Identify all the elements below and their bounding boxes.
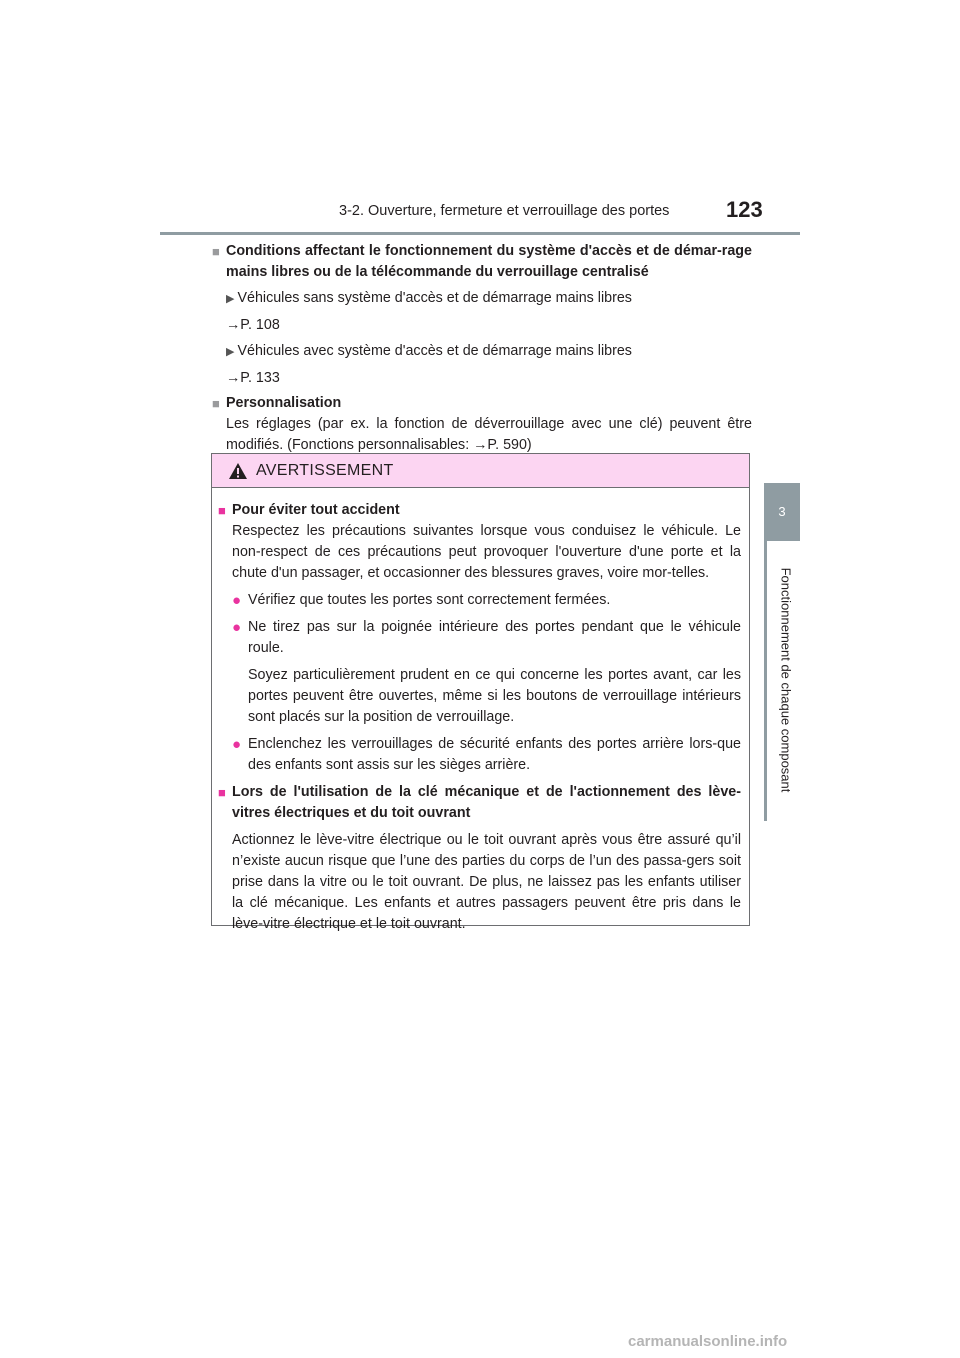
warning-triangle-icon [228, 462, 248, 480]
paragraph: Les réglages (par ex. la fonction de déverrouillage avec une clé) peuvent être modifiés. (Fonctions personnalisables: →P. 590) [226, 416, 752, 453]
paragraph: Soyez particulièrement prudent en ce qui concerne les portes avant, car les portes peuvent être ouvertes, même si les boutons de verrouillage intérieurs sont placés sur la position de verrouillage. [248, 667, 741, 725]
list-item: ● Vérifiez que toutes les portes sont correctement fermées. [232, 592, 611, 609]
square-bullet-icon: ■ [218, 503, 226, 518]
page-number: 123 [726, 197, 763, 222]
triangle-bullet-icon: ▶ [226, 293, 235, 305]
list-item: ▶ Véhicules sans système d'accès et de démarrage mains libres [226, 290, 632, 306]
header-rule [160, 232, 800, 235]
page-reference: →P. 133 [226, 370, 280, 386]
warning-subheading: ■ Pour éviter tout accident [218, 500, 741, 521]
warning-header [212, 454, 749, 488]
triangle-bullet-icon: ▶ [226, 346, 235, 358]
warning-box [211, 453, 750, 932]
section-header: 3-2. Ouverture, fermeture et verrouillage des portes [339, 203, 670, 219]
chapter-title: Fonctionnement de chaque composant [778, 567, 794, 793]
square-bullet-icon: ■ [212, 244, 220, 259]
main-content [212, 241, 752, 456]
section-heading: ■ Personnalisation [212, 393, 752, 414]
chapter-tab: 3 [764, 483, 800, 541]
warning-body [212, 488, 749, 935]
circle-bullet-icon: ● [232, 619, 242, 636]
watermark: carmanualsonline.info [628, 1333, 788, 1350]
chapter-label-box [764, 541, 800, 821]
paragraph: Actionnez le lève-vitre électrique ou le toit ouvrant après vous être assuré qu’il n’existe aucun risque que l’une des parties du corps de l’un des passa-gers soit prise dans la vitre ou le toit ouvrant. De plus, ne laissez pas les enfants utiliser la clé mécanique. Les enfants et autres passagers peuvent être pris dans le lève-vitre électrique et le toit ouvrant. [232, 832, 741, 932]
list-item: ● Ne tirez pas sur la poignée intérieure des portes pendant que le véhicule roule. [232, 619, 741, 656]
warning-subheading: ■ Lors de l'utilisation de la clé mécanique et de l'actionnement des lève-vitres électriques et du toit ouvrant [218, 784, 741, 821]
square-bullet-icon: ■ [212, 396, 220, 411]
warning-title: AVERTISSEMENT [256, 461, 394, 479]
paragraph: Respectez les précautions suivantes lorsque vous conduisez le véhicule. Le non-respect de ces précautions peut provoquer l'ouverture d'une porte et la chute d'un passager, et occasionner des blessures graves, voire mor-telles. [232, 523, 741, 581]
circle-bullet-icon: ● [232, 736, 242, 753]
square-bullet-icon: ■ [218, 785, 226, 800]
page-reference: →P. 108 [226, 317, 280, 333]
section-heading: ■ Conditions affectant le fonctionnement du système d'accès et de démar-rage mains libres ou de la télécommande du verrouillage centralisé [212, 243, 752, 280]
list-item: ● Enclenchez les verrouillages de sécurité enfants des portes arrière lors-que des enfants sont assis sur les sièges arrière. [232, 736, 741, 773]
circle-bullet-icon: ● [232, 592, 242, 609]
list-item: ▶ Véhicules avec système d'accès et de démarrage mains libres [226, 343, 632, 359]
